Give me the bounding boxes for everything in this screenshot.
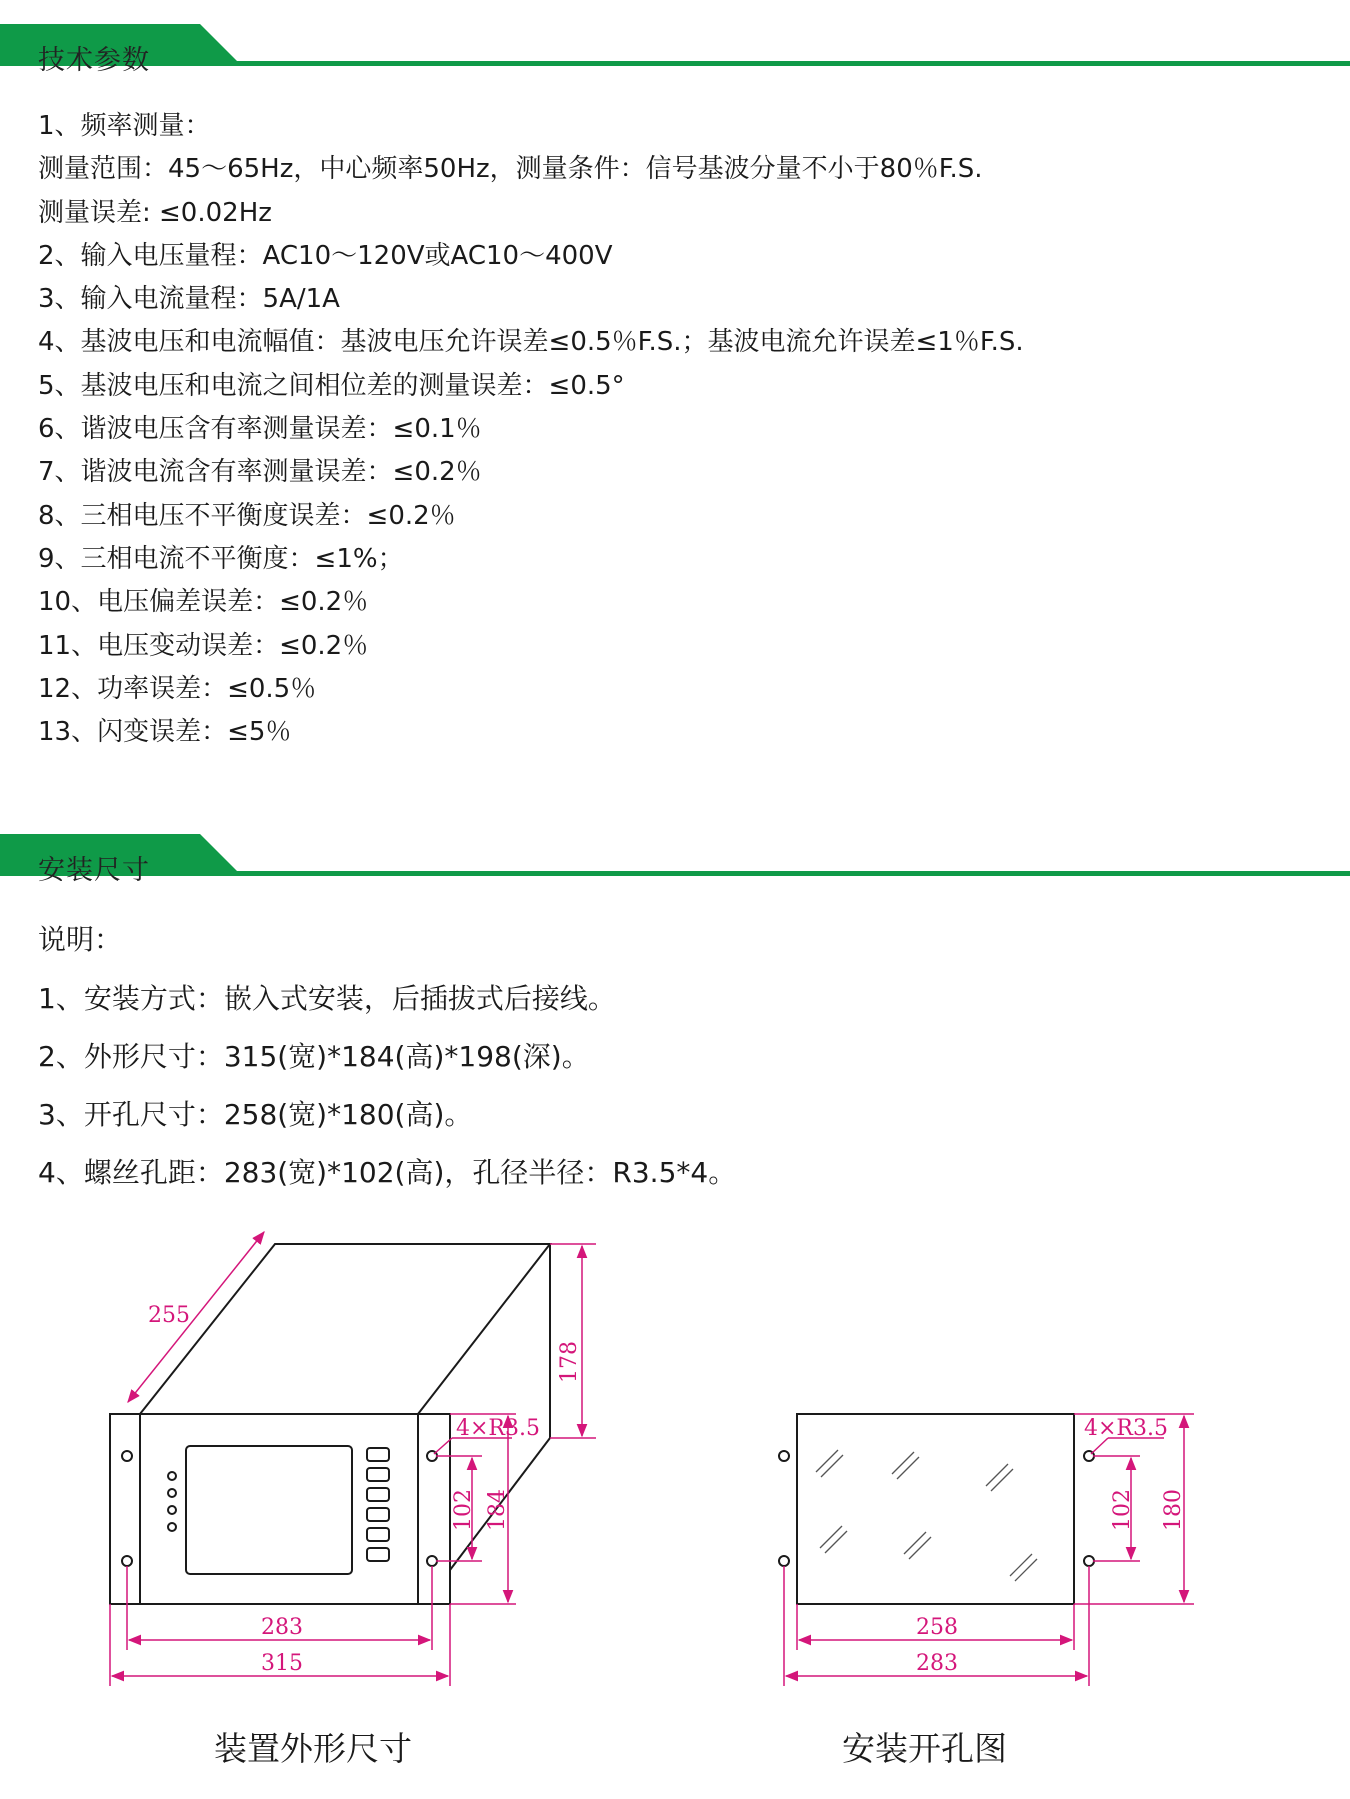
mounting-hole xyxy=(122,1451,132,1461)
section-title: 安装尺寸 xyxy=(38,855,150,886)
spec-line: 9、三相电流不平衡度：≤1%； xyxy=(38,543,404,574)
spec-line: 6、谐波电压含有率测量误差：≤0.1％ xyxy=(38,414,482,445)
cutout-drawing-caption: 安装开孔图 xyxy=(842,1729,1007,1768)
device-screen xyxy=(186,1446,352,1574)
mounting-hole xyxy=(427,1556,437,1566)
dim-hole-spacing-v-label: 102 xyxy=(1110,1489,1135,1531)
spec-line: 8、三相电压不平衡度误差：≤0.2％ xyxy=(38,500,456,531)
section-header-specs xyxy=(0,24,1350,84)
section-header-bar xyxy=(0,24,1350,84)
cutout-rect xyxy=(797,1414,1074,1604)
spec-line: 10、电压偏差误差：≤0.2％ xyxy=(38,587,369,618)
section-header-install xyxy=(0,834,1350,894)
dim-hole-label: 4×R3.5 xyxy=(456,1416,540,1441)
dim-depth-label: 255 xyxy=(148,1303,190,1328)
spec-line: 测量误差: ≤0.02Hz xyxy=(38,197,272,228)
mounting-hole xyxy=(1084,1556,1094,1566)
spec-line: 13、闪变误差：≤5％ xyxy=(38,717,292,748)
install-item: 4、螺丝孔距：283(宽)*102(高)，孔径半径：R3.5*4。 xyxy=(38,1156,737,1189)
install-item: 2、外形尺寸：315(宽)*184(高)*198(深)。 xyxy=(38,1040,590,1073)
dim-hole-spacing-h-label: 283 xyxy=(261,1615,303,1640)
cutout-glass-hatch xyxy=(816,1450,1037,1581)
spec-line: 7、谐波电流含有率测量误差：≤0.2％ xyxy=(38,457,482,488)
dim-hole-spacing-v-label: 102 xyxy=(451,1489,476,1531)
spec-line: 5、基波电压和电流之间相位差的测量误差：≤0.5° xyxy=(38,370,625,401)
spec-list xyxy=(38,105,1024,754)
dim-height-label: 180 xyxy=(1161,1489,1186,1531)
device-drawing-caption: 装置外形尺寸 xyxy=(214,1729,412,1768)
spec-line: 11、电压变动误差：≤0.2％ xyxy=(38,630,369,661)
device-dimension-labels xyxy=(148,1303,582,1676)
spec-line: 2、输入电压量程：AC10～120V或AC10～400V xyxy=(38,240,613,271)
spec-line: 3、输入电流量程：5A/1A xyxy=(38,284,340,315)
cutout-dimensions xyxy=(784,1414,1194,1686)
install-notes xyxy=(38,910,736,1202)
dim-hole-spacing-h-label: 283 xyxy=(916,1651,958,1676)
dim-hole-label: 4×R3.5 xyxy=(1084,1416,1168,1441)
spec-line: 4、基波电压和电流幅值：基波电压允许误差≤0.5％F.S.；基波电流允许误差≤1％F.S. xyxy=(38,327,1024,358)
dim-cutout-width-label: 258 xyxy=(916,1615,958,1640)
spec-line: 12、功率误差：≤0.5％ xyxy=(38,673,317,704)
section-title: 技术参数 xyxy=(38,45,150,76)
spec-line: 1、频率测量： xyxy=(38,111,211,141)
install-heading: 说明： xyxy=(38,923,123,956)
dim-width-label: 315 xyxy=(261,1651,303,1676)
dim-back-height-label: 178 xyxy=(557,1341,582,1383)
technical-drawing xyxy=(0,1210,1350,1710)
install-item: 3、开孔尺寸：258(宽)*180(高)。 xyxy=(38,1098,473,1131)
spec-line: 测量范围：45～65Hz，中心频率50Hz，测量条件：信号基波分量不小于80％F.S. xyxy=(38,154,983,185)
cutout-drawing xyxy=(779,1414,1094,1604)
cutout-dimension-labels xyxy=(916,1416,1186,1676)
mounting-hole xyxy=(779,1556,789,1566)
mounting-hole xyxy=(779,1451,789,1461)
dim-height-label: 184 xyxy=(485,1489,510,1531)
mounting-hole xyxy=(122,1556,132,1566)
install-item: 1、安装方式：嵌入式安装，后插拔式后接线。 xyxy=(38,982,616,1015)
device-front-face xyxy=(110,1414,450,1604)
device-top-face xyxy=(140,1244,550,1414)
section-header-bar xyxy=(0,834,1350,894)
